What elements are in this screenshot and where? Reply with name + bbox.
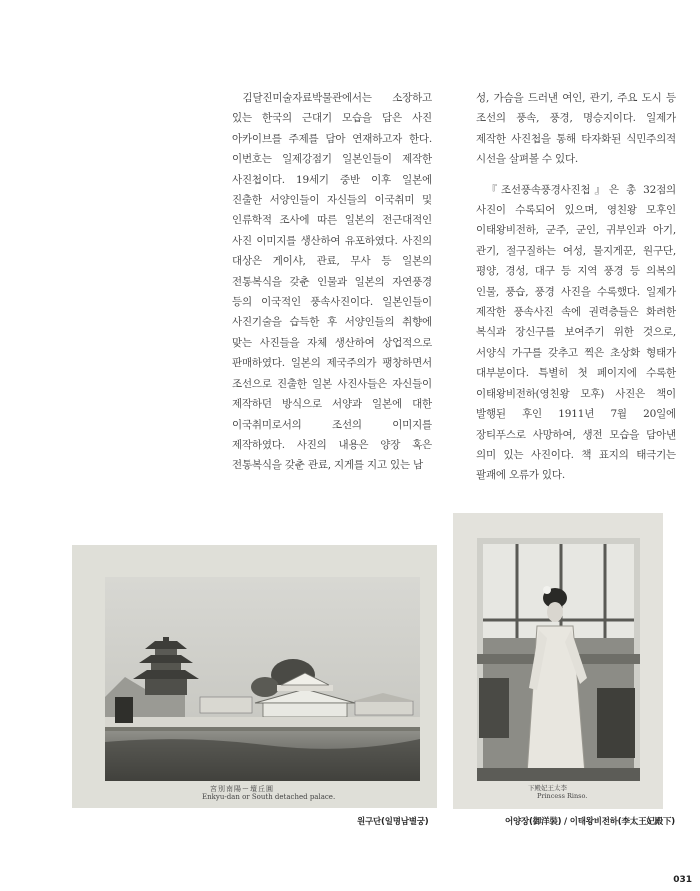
queen-portrait-illustration (477, 538, 640, 781)
queen-portrait-card (453, 513, 663, 809)
wongudan-photo-card (72, 545, 437, 808)
queen-portrait-photo (477, 538, 640, 781)
page-number: 031 (673, 875, 692, 885)
article-paragraph: 『조선풍속풍경사진첩』은 총 32점의 사진이 수록되어 있으며, 영친왕 모후인 이태왕비전하, 군주, 군인, 귀부인과 아기, 관기, 절구질하는 여성, 물지게꾼, 원구단, 평양, 경성, 대구 등 지역 풍경 등 의복의 인물, 풍습, 풍경 사진을 수록했다. 일제가 제작한 풍속사진 속에 권력층들은 화려한 복식과 장신구를 보여주기 위한 것으로, 서양식 가구를 갖추고 찍은 초상화 형태가 대부분이다. 특별히 첫 페이지에 수록한 이태왕비전하(영친왕 모후) 사진은 책이 발행된 후인 1911년 7월 20일에 장티푸스로 사망하여, 생전 모습을 담아낸 의미 있는 사진이다. 책 표지의 태극기는 팔괘에 오류가 있다. (476, 183, 676, 482)
wongudan-inner-caption-hanja: 宮別南陽ー壇丘圓 (210, 785, 274, 793)
queen-inner-caption-hanja: 下殿妃王太李 (528, 784, 567, 792)
wongudan-inner-caption-english: Enkyu-dan or South detached palace. (202, 793, 336, 801)
article-paragraph: 김달진미술자료박물관에서는 소장하고 있는 한국의 근대기 모습을 담은 사진 아카이브를 주제를 담아 연재하고자 한다. 이번호는 일제강점기 일본인들이 제작한 사진첩이다. 19세기 중반 이후 일본에 진출한 서양인들이 자신들의 이국취미 및 인류학적 조사에 따른 일본의 전근대적인 사진 이미지를 생산하여 유포하였다. 사진의 대상은 게이샤, 관료, 무사 등 일본의 전통복식을 갖춘 인물과 일본의 자연풍경 등의 이국적인 풍속사진이다. 일본인들이 사진기술을 습득한 후 서양인들의 취향에 맞는 사진들을 자체 생산하여 상업적으로 판매하였다. 일본의 제국주의가 팽창하면서 조선으로 진출한 일본 사진사들은 자신들이 제작하던 방식으로 서양과 일본에 대한 이국취미로서의 조선의 이미지를 제작하였다. 사진의 내용은 양장 혹은 전통복식을 갖춘 관료, 지게를 지고 있는 남 (232, 92, 432, 472)
article-left-column (232, 88, 432, 476)
wongudan-photo-illustration (105, 577, 420, 781)
wongudan-photo-caption: 원구단(일명남별궁) (357, 817, 429, 827)
queen-inner-caption-english: Princess Rinso. (537, 792, 588, 800)
queen-portrait-caption: 어양장(御洋裝) / 이태왕비전하(李太王妃殿下) (505, 817, 675, 827)
wongudan-photo (105, 577, 420, 781)
article-paragraph: 성, 가슴을 드러낸 여인, 관기, 주요 도시 등 조선의 풍속, 풍경, 명승지이다. 일제가 제작한 사진첩을 통해 타자화된 식민주의적 시선을 살펴볼 수 있다. (476, 92, 676, 166)
article-right-column (476, 88, 676, 486)
